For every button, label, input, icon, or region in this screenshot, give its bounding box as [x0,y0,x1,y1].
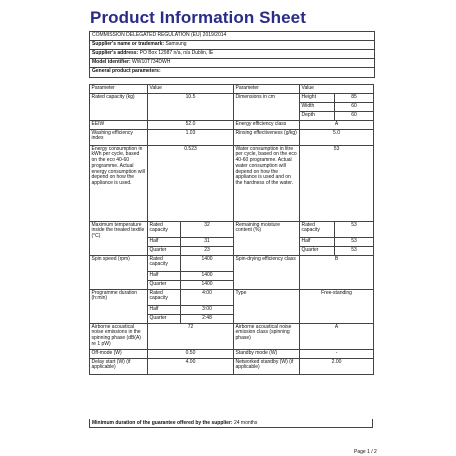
supplier-address-label: Supplier's address: [92,50,139,56]
table-row [90,256,374,272]
moisture-rated-value: 53 [335,222,374,238]
max-temp-quarter-label: Quarter [148,247,181,256]
model-label: Model identifier: [92,59,131,65]
energy-value: 0.523 [148,146,234,222]
network-label: Networked standby (W) (if applicable) [234,359,300,375]
noise-value: 72 [148,324,234,350]
moisture-rated-label: Rated capacity [300,222,335,238]
duration-rated-label: Rated capacity [148,290,181,306]
duration-quarter-label: Quarter [148,315,181,324]
table-row [90,146,374,222]
supplier-address-value: PO Box 12987 n/a, n/a Dublin, IE [139,50,214,56]
spin-class-value: B [300,256,374,290]
table-row [90,350,374,359]
rated-capacity-label: Rated capacity (kg) [90,94,148,121]
duration-rated-value: 4:00 [181,290,234,306]
regulation-text: COMMISSION DELEGATED REGULATION (EU) 2019/2014 [92,32,227,38]
table-row [90,222,374,238]
parameters-table [89,84,374,375]
table-row [90,85,374,94]
parameters-table-wrap [89,84,373,375]
moisture-half-value: 53 [335,238,374,247]
noise-class-value: A [300,324,374,350]
max-temp-rated-value: 32 [181,222,234,238]
spin-quarter-value: 1400 [181,281,234,290]
standby-label: Standby mode (W) [234,350,300,359]
spin-rated-label: Rated capacity [148,256,181,272]
spin-label: Spin speed (rpm) [90,256,148,290]
rinsing-label: Rinsing effectiveness (g/kg) [234,130,300,146]
eei-value: 52.0 [148,121,234,130]
supplier-name-label: Supplier's name or trademark: [92,41,165,47]
max-temp-label: Maximum temperature inside the treated textile (°C) [90,222,148,256]
header-info-block [89,31,375,78]
depth-value: 60 [335,112,374,121]
energy-label: Energy consumption in kWh per cycle, based on the eco 40-60 programme. Actual energy consumption will depend on how the appliance is used. [90,146,148,222]
moisture-quarter-value: 53 [335,247,374,256]
water-value: 53 [300,146,374,222]
model-row [90,59,374,68]
moisture-quarter-label: Quarter [300,247,335,256]
rated-capacity-value: 10.5 [148,94,234,121]
type-label: Type [234,290,300,324]
table-row [90,121,374,130]
eei-label: EEIW [90,121,148,130]
washing-value: 1.03 [148,130,234,146]
noise-label: Airborne acoustical noise emissions in the spinning phase (dB(A) re 1 pW) [90,324,148,350]
spin-class-label: Spin-drying efficiency class [234,256,300,290]
supplier-name-row [90,41,374,50]
spin-rated-value: 1400 [181,256,234,272]
duration-label: Programme duration (h:min) [90,290,148,324]
delay-label: Delay start (W) (if applicable) [90,359,148,375]
noise-class-label: Airborne acoustical noise emission class (spinning phase) [234,324,300,350]
table-row [90,130,374,146]
network-value: 2.00 [300,359,374,375]
table-row [90,290,374,306]
general-params-row [90,68,374,77]
regulation-row [90,32,374,41]
spin-half-label: Half [148,272,181,281]
head-param-left: Parameter [90,85,148,94]
max-temp-rated-label: Rated capacity [148,222,181,238]
table-row [90,94,374,103]
off-label: Off-mode (W) [90,350,148,359]
table-row [90,359,374,375]
model-value: WW10T734DWH [132,59,171,65]
height-value: 85 [335,94,374,103]
table-row [90,324,374,350]
duration-half-value: 3:00 [181,306,234,315]
head-value-left: Value [148,85,234,94]
width-label: Width [300,103,335,112]
max-temp-half-value: 31 [181,238,234,247]
height-label: Height [300,94,335,103]
max-temp-quarter-value: 23 [181,247,234,256]
spin-quarter-label: Quarter [148,281,181,290]
moisture-half-label: Half [300,238,335,247]
supplier-name-value: Samsung [165,41,187,47]
guarantee-value: 24 months [233,420,258,426]
rinsing-value: 5.0 [300,130,374,146]
max-temp-half-label: Half [148,238,181,247]
off-value: 0.50 [148,350,234,359]
general-params-label: General product parameters: [92,68,161,74]
page-number: Page 1 / 2 [354,449,377,455]
delay-value: 4.00 [148,359,234,375]
guarantee-row [89,419,373,428]
type-value: Free-standing [300,290,374,324]
guarantee-label: Minimum duration of the guarantee offered by the supplier: [92,420,233,426]
page-title: Product Information Sheet [90,8,306,27]
standby-value: - [300,350,374,359]
eec-label: Energy efficiency class [234,121,300,130]
washing-label: Washing efficiency index [90,130,148,146]
moisture-label: Remaining moisture content (%) [234,222,300,256]
eec-value: A [300,121,374,130]
supplier-address-row [90,50,374,59]
water-label: Water consumption in litre per cycle, based on the eco 40-60 programme. Actual water consumption will depend on how the appliance is used and on the hardness of the water. [234,146,300,222]
duration-quarter-value: 2:48 [181,315,234,324]
spin-half-value: 1400 [181,272,234,281]
depth-label: Depth [300,112,335,121]
dimensions-label: Dimensions in cm [234,94,300,121]
head-value-right: Value [300,85,374,94]
duration-half-label: Half [148,306,181,315]
head-param-right: Parameter [234,85,300,94]
width-value: 60 [335,103,374,112]
